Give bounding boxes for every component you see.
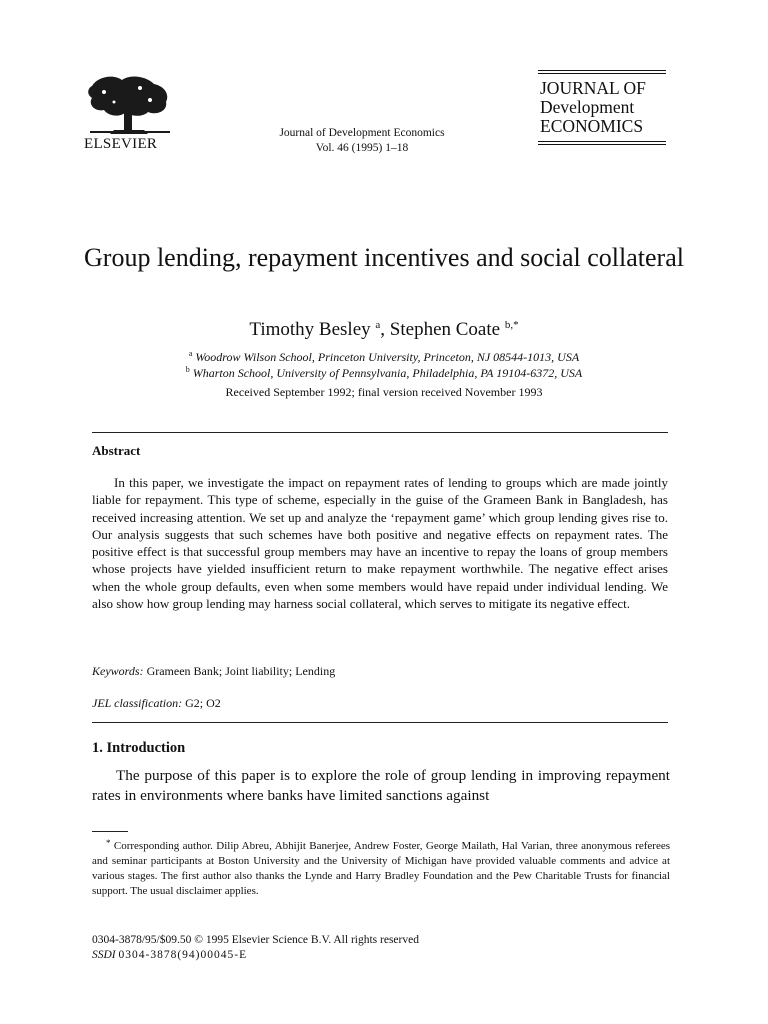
journal-name: Journal of Development Economics xyxy=(279,127,445,139)
affiliation xyxy=(60,349,708,365)
copyright-block xyxy=(92,933,419,963)
affiliation-marker: a xyxy=(188,349,193,358)
journal-masthead xyxy=(538,70,666,145)
masthead-text xyxy=(538,74,666,141)
author-name: Timothy Besley xyxy=(249,319,371,340)
masthead-line: ECONOMICS xyxy=(540,116,644,136)
masthead-line: JOURNAL OF xyxy=(540,78,646,98)
keywords xyxy=(92,664,335,679)
keywords-value: Grameen Bank; Joint liability; Lending xyxy=(146,664,336,678)
article-title: Group lending, repayment incentives and social collateral xyxy=(84,243,684,272)
jel-value: G2; O2 xyxy=(185,696,221,710)
ssdi-value: 0304-3878(94)00045-E xyxy=(118,949,248,961)
author-affil-marker: b,* xyxy=(504,319,519,331)
masthead-line: Development xyxy=(540,97,635,117)
elsevier-logo xyxy=(84,72,176,136)
journal-citation xyxy=(212,126,512,156)
ssdi-line xyxy=(92,948,419,963)
elsevier-tree-icon xyxy=(84,72,176,136)
ssdi-label: SSDI xyxy=(92,949,116,961)
jel-label: JEL classification: xyxy=(92,696,183,710)
footnote-divider xyxy=(92,831,128,832)
affiliation-text: Woodrow Wilson School, Princeton University, Princeton, NJ 08544-1013, USA xyxy=(195,350,580,364)
section-heading: 1. Introduction xyxy=(92,740,186,756)
affiliation-text: Wharton School, University of Pennsylvania, Philadelphia, PA 19104-6372, USA xyxy=(192,366,583,380)
keywords-label: Keywords: xyxy=(92,664,144,678)
abstract-divider-top xyxy=(92,432,668,433)
author-name: Stephen Coate xyxy=(389,319,501,340)
masthead-rule-bottom-2 xyxy=(538,144,666,145)
abstract-divider-bottom xyxy=(92,722,668,723)
footnote-marker: * xyxy=(106,838,111,848)
abstract-body: In this paper, we investigate the impact on repayment rates of lending to groups which are made jointly liable for repayment. This type of scheme, especially in the guise of the Grameen Bank in Bangladesh, has received increasing attention. We set up and analyze the ‘repayment game’ which group lending gives rise to. Our analysis suggests that such schemes have both positive and negative effects on repayment rates. The positive effect is that successful group members may have an incentive to repay the loans of group members whose projects have yielded insufficient return to make repayment worthwhile. The negative effect arises when the whole group defaults, even when some members would have repaid under individual lending. We also show how group lending may harness social collateral, which serves to mitigate its negative effect. xyxy=(92,475,668,612)
footnote xyxy=(92,836,670,899)
journal-volume: Vol. 46 (1995) 1–18 xyxy=(315,142,409,154)
masthead-rule-top xyxy=(538,70,666,71)
copyright-line: 0304-3878/95/$09.50 © 1995 Elsevier Science B.V. All rights reserved xyxy=(92,934,419,946)
masthead-rule-bottom xyxy=(538,141,666,142)
affiliation-marker: b xyxy=(185,365,190,374)
introduction-body: The purpose of this paper is to explore the role of group lending in improving repayment rates in environments where banks have limited sanctions against xyxy=(92,767,670,804)
author-affil-marker: a xyxy=(375,319,381,331)
affiliation xyxy=(60,365,708,381)
publisher-name: ELSEVIER xyxy=(84,136,158,152)
received-dates: Received September 1992; final version received November 1993 xyxy=(225,385,543,399)
author-list xyxy=(60,319,708,341)
jel-classification xyxy=(92,696,221,711)
footnote-text: Corresponding author. Dilip Abreu, Abhijit Banerjee, Andrew Foster, George Mailath, Hal Varian, three anonymous referees and seminar participants at Boston University and the University of Michigan have provided valuable comments and advice at various stages. The first author also thanks the Lynde and Harry Bradley Foundation and the Pew Charitable Trusts for financial support. The usual disclaimer applies. xyxy=(92,840,671,897)
author-separator: , xyxy=(380,319,390,340)
abstract-heading: Abstract xyxy=(92,443,141,458)
